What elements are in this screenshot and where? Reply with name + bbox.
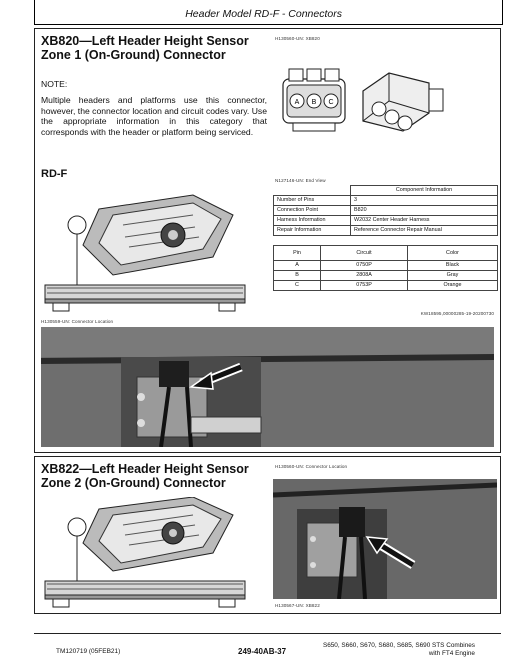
page-header — [34, 0, 503, 25]
connector-caption: H130560-UN: XB820 — [275, 36, 320, 41]
component-info-table — [273, 185, 498, 236]
pin-letter-a: A — [294, 99, 300, 106]
table-cell: Connection Point — [274, 206, 351, 216]
note-text: Multiple headers and platforms use this connector, however, the connector location and circuit codes vary. Use the appropriate information in this category that corresponds with the header or platform being serviced. — [41, 95, 267, 137]
footer-model-line-2: with FT4 Engine — [428, 650, 475, 657]
connector-location-image — [41, 327, 494, 447]
table-cell: B — [274, 271, 321, 281]
page-header-title: Header Model RD-F - Connectors — [185, 8, 342, 20]
pin-letter-c: C — [328, 99, 334, 106]
footer-model-info — [323, 642, 475, 658]
table-row — [274, 206, 498, 216]
table-row — [274, 226, 498, 236]
header-machine-illustration — [43, 497, 253, 609]
footer-doc-id: TM120719 (05FEB21) — [56, 648, 121, 655]
table-cell: Reference Connector Repair Manual — [351, 226, 498, 236]
header-drawing — [43, 185, 253, 317]
callout-circle — [68, 216, 86, 234]
pin-header: Pin — [274, 246, 321, 261]
photo-caption-xb822: H130567-UN: XB822 — [275, 603, 320, 608]
table-cell: Gray — [408, 271, 498, 281]
section-xb820 — [34, 28, 501, 453]
table-row — [274, 281, 498, 291]
section-title-xb822: XB822—Left Header Height Sensor Zone 2 (On-Ground) Connector — [41, 462, 249, 490]
table-cell: 0753P — [321, 281, 408, 291]
note-label: NOTE: — [41, 79, 68, 89]
xb822-photo — [273, 479, 497, 599]
table-cell: 3 — [351, 196, 498, 206]
component-info-header: Component Information — [351, 186, 498, 196]
table-cell: B820 — [351, 206, 498, 216]
table-cell: Repair Information — [274, 226, 351, 236]
connector-illustration — [279, 61, 449, 141]
table-row — [274, 186, 498, 196]
header-machine-illustration — [43, 185, 253, 317]
color-header: Color — [408, 246, 498, 261]
doc-reference: KW18595,00000285-19-20200730 — [420, 311, 494, 316]
location-caption: H130559-UN: Connector Location — [41, 319, 114, 324]
table-row — [274, 271, 498, 281]
header-drawing-xb822 — [43, 497, 253, 609]
table-row — [274, 261, 498, 271]
table-cell: Number of Pins — [274, 196, 351, 206]
callout-circle — [68, 518, 86, 536]
circuit-header: Circuit — [321, 246, 408, 261]
table-row — [274, 216, 498, 226]
connector-drawing — [279, 61, 449, 141]
footer-model-line-1: S650, S660, S670, S680, S685, S690 STS Combines — [322, 642, 475, 649]
table-cell: 0750P — [321, 261, 408, 271]
end-view-caption: N127146-UN: End View — [275, 178, 326, 183]
table-cell: Black — [408, 261, 498, 271]
page-footer — [34, 633, 501, 657]
xb822-image — [273, 479, 497, 599]
table-cell: 2808A — [321, 271, 408, 281]
pin-letter-b: B — [311, 99, 317, 106]
table-row — [274, 196, 498, 206]
table-cell: Harness Information — [274, 216, 351, 226]
table-cell: Orange — [408, 281, 498, 291]
subhead-rd-f: RD-F — [41, 168, 68, 180]
footer-page-number: 249-40AB-37 — [238, 647, 287, 656]
section-title-xb820: XB820—Left Header Height Sensor Zone 1 (On-Ground) Connector — [41, 34, 249, 62]
table-cell: A — [274, 261, 321, 271]
table-row — [274, 246, 498, 261]
section-xb822 — [34, 456, 501, 614]
table-cell: W2032 Center Header Harness — [351, 216, 498, 226]
location-caption-xb822: H130560-UN: Connector Location — [275, 464, 348, 469]
connector-location-photo — [41, 327, 494, 447]
table-cell: C — [274, 281, 321, 291]
pin-table — [273, 245, 498, 291]
